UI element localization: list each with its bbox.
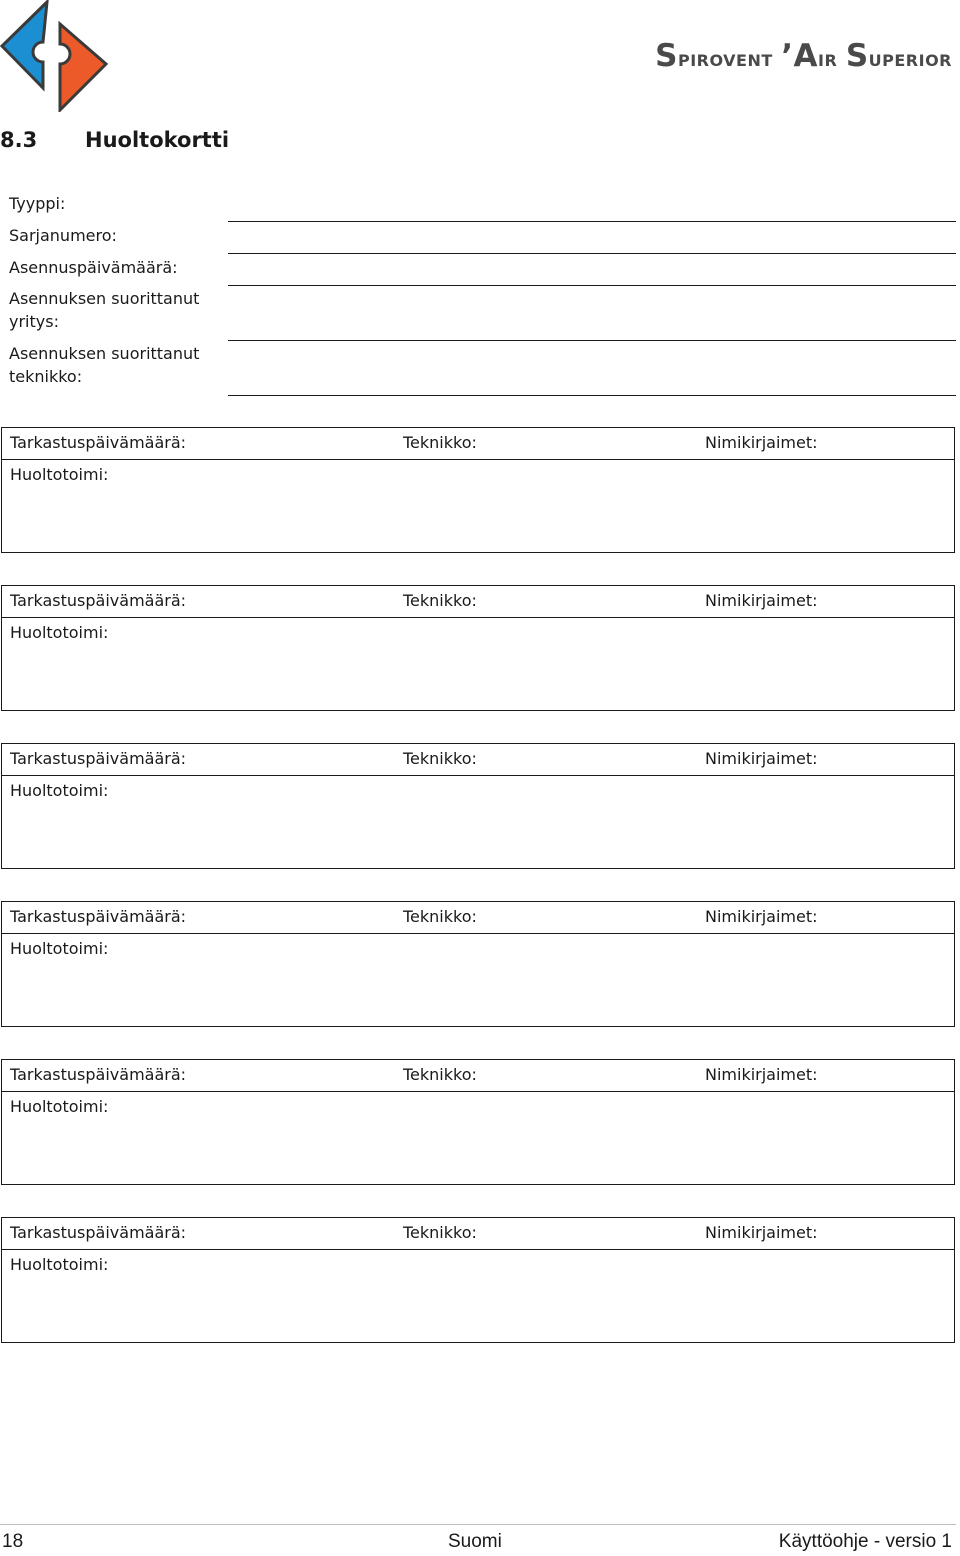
field-label-install-company: Asennuksen suorittanut yritys: — [9, 289, 200, 331]
technician-label: Teknikko: — [403, 1223, 477, 1242]
service-action-label: Huoltotoimi: — [10, 939, 109, 958]
service-card-header — [2, 1218, 954, 1250]
technician-label: Teknikko: — [403, 749, 477, 768]
service-card-3 — [1, 743, 955, 869]
initials-label: Nimikirjaimet: — [705, 749, 818, 768]
field-label-serial: Sarjanumero: — [9, 226, 117, 245]
page-number: 18 — [2, 1531, 24, 1552]
technician-label: Teknikko: — [403, 1065, 477, 1084]
service-card-1 — [1, 427, 955, 553]
service-card-header — [2, 428, 954, 460]
inspection-date-label: Tarkastuspäivämäärä: — [10, 907, 187, 926]
brand-title — [655, 38, 952, 74]
technician-label: Teknikko: — [403, 591, 477, 610]
field-label-type: Tyyppi: — [9, 194, 66, 213]
field-label-install-technician: Asennuksen suorittanut teknikko: — [9, 344, 200, 386]
initials-label: Nimikirjaimet: — [705, 591, 818, 610]
service-card-header — [2, 1060, 954, 1092]
inspection-date-label: Tarkastuspäivämäärä: — [10, 749, 187, 768]
brand-part-3: Superior — [845, 38, 952, 74]
field-label-install-date: Asennuspäivämäärä: — [9, 258, 178, 277]
inspection-date-label: Tarkastuspäivämäärä: — [10, 433, 187, 452]
logo-left-half-icon — [2, 2, 47, 88]
service-card-6 — [1, 1217, 955, 1343]
brand-part-2: ’Air — [781, 38, 846, 74]
field-line-install-date[interactable] — [228, 285, 956, 286]
inspection-date-label: Tarkastuspäivämäärä: — [10, 1223, 187, 1242]
technician-label: Teknikko: — [403, 907, 477, 926]
section-title: Huoltokortti — [85, 128, 230, 152]
service-action-label: Huoltotoimi: — [10, 781, 109, 800]
initials-label: Nimikirjaimet: — [705, 433, 818, 452]
initials-label: Nimikirjaimet: — [705, 1065, 818, 1084]
inspection-date-label: Tarkastuspäivämäärä: — [10, 591, 187, 610]
logo-right-half-icon — [60, 24, 106, 110]
brand-part-1: Spirovent — [655, 38, 782, 74]
service-action-label: Huoltotoimi: — [10, 623, 109, 642]
service-card-header — [2, 902, 954, 934]
service-card-4 — [1, 901, 955, 1027]
field-line-install-technician[interactable] — [228, 395, 956, 396]
service-action-label: Huoltotoimi: — [10, 465, 109, 484]
service-action-label: Huoltotoimi: — [10, 1255, 109, 1274]
service-action-label: Huoltotoimi: — [10, 1097, 109, 1116]
technician-label: Teknikko: — [403, 433, 477, 452]
section-heading — [0, 128, 229, 152]
inspection-date-label: Tarkastuspäivämäärä: — [10, 1065, 187, 1084]
service-card-header — [2, 744, 954, 776]
spirovent-logo — [0, 0, 110, 112]
footer-document: Käyttöohje - versio 1 — [778, 1531, 952, 1552]
initials-label: Nimikirjaimet: — [705, 907, 818, 926]
service-card-2 — [1, 585, 955, 711]
field-line-serial[interactable] — [228, 253, 956, 254]
service-card-5 — [1, 1059, 955, 1185]
footer-language: Suomi — [448, 1531, 502, 1552]
initials-label: Nimikirjaimet: — [705, 1223, 818, 1242]
field-line-install-company[interactable] — [228, 340, 956, 341]
section-number: 8.3 — [0, 128, 38, 152]
service-card-header — [2, 586, 954, 618]
field-line-type[interactable] — [228, 221, 956, 222]
footer-divider — [0, 1524, 956, 1525]
